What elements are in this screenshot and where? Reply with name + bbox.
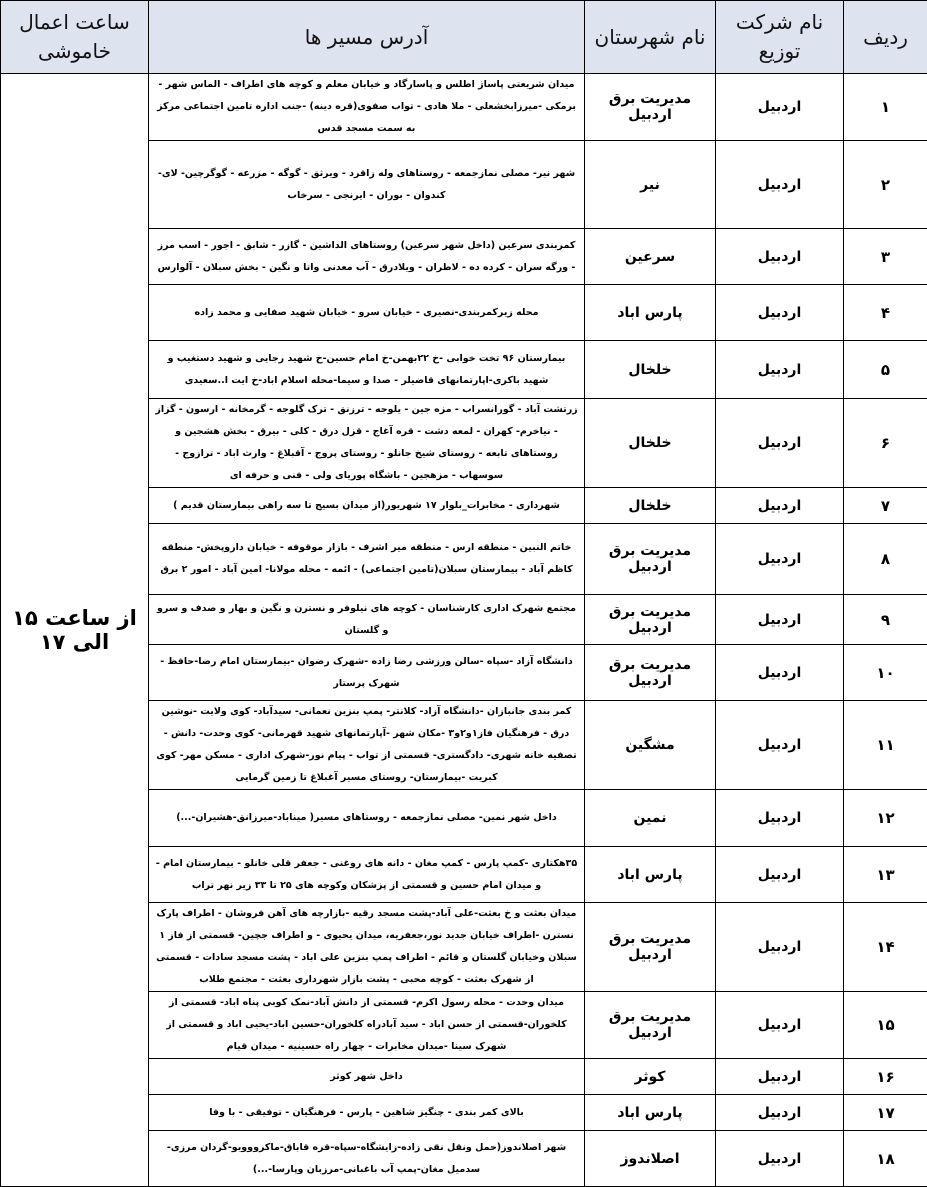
route-address: میدان وحدت - محله رسول اکرم- قسمتی از دانش آباد-نمک کوبی پناه اباد- قسمتی از کلخوران-قسمتی از حسن اباد - سید آبادراه کلخوران-حسین اباد-یحیی اباد و قسمتی از شهرک سینا -میدان مخابرات - چهار راه حسینیه - میدان قیام [149,992,585,1059]
county-name: مدیریت برق اردبیل [585,645,716,701]
county-name: مدیریت برق اردبیل [585,992,716,1059]
route-address: زرتشت آباد - گورانسراب - مزه جین - یلوجه - ترزنق - ترک گلوجه - گرمخانه - ارسون - گزاز - نیاخرم- کهران - لمعه دشت - قره آغاج - قزل درق - کلی - بیرق - بخش هشجین و روستاهای تابعه - روستای شیخ جانلو - روستای پروج - آقبلاغ - وارث اباد - ترازوج - سوسهاب - مزهجین - باشگاه پوریای ولی - فنی و حرفه ای [149,399,585,488]
company-name: اردبیل [716,847,844,903]
county-name: مشگین [585,701,716,790]
header-outage-time-line1: ساعت اعمال [1,8,148,37]
route-address: کمر بندی جانبازان -دانشگاه آزاد- کلانتر- پمپ بنزین نعمانی- سیدآباد- کوی ولایت -نوشین درق - فرهنگیان فاز۱و۲و۳ -مکان شهر -آپارتمانهای شهید قهرمانی- کوی وحدت- دانش - تصفیه خانه شهری- دادگستری- قسمتی از تواب - پیام نور-شهرک اداری - مسکن مهر- کوی کبریت -بیمارستان- روستای مسیر آغبلاغ تا زمین گرمایی [149,701,585,790]
header-row [1,1,927,74]
route-address: شهر نیر- مصلی نمازجمعه - روستاهای وله زاقرد - ویرثق - گوگه - مزرعه - گوگرچین- لای- کندوان - بوران - ایرنجی - سرخاب [149,141,585,229]
route-address: خاتم النبین - منطقه ارس - منطقه میر اشرف - بازار موقوفه - خیابان داروپخش- منطقه کاظم آباد - بیمارستان سبلان(تامین اجتماعی) - ائمه - محله مولانا- امین آباد - امور ۲ برق [149,524,585,595]
row-number: ۱۶ [844,1059,927,1095]
outage-time-cell: از ساعت ۱۵ الی ۱۷ [1,74,149,1187]
row-number: ۱۲ [844,790,927,847]
row-number: ۶ [844,399,927,488]
header-county: نام شهرستان [585,1,716,74]
route-address: محله زیرکمربندی-نصیری - خیابان سرو - خیابان شهید صفایی و محمد زاده [149,285,585,341]
route-address: داخل شهر کوثر [149,1059,585,1095]
route-address: میدان بعثت و خ بعثت-علی آباد-پشت مسجد رقیه -بازارچه های آهن فروشان - اطراف پارک نسترن -اطراف خیابان جدید نور،جعفریه، میدان یحیوی - و اطراف جچین- قسمتی از فاز ۱ سبلان وخیابان گلستان و قائم - اطراف پمپ بنزین علی اباد - پشت مسجد سادات - قسمتی از شهرک بعثت - کوچه محبی - پشت بازار شهرداری بعثت - مجتمع طلاب [149,903,585,992]
route-address: شهر اصلاندوز(حمل ونقل نقی زاده-زایشگاه-سپاه-قره قاباق-ماکرووویو-گردان مرزی-سدمیل مغان-پمپ آب باغبانی-مرزبان وپارسا-...) [149,1131,585,1187]
row-number: ۷ [844,488,927,524]
county-name: مدیریت برق اردبیل [585,903,716,992]
company-name: اردبیل [716,903,844,992]
county-name: مدیریت برق اردبیل [585,595,716,645]
county-name: خلخال [585,341,716,399]
company-name: اردبیل [716,1095,844,1131]
row-number: ۱۱ [844,701,927,790]
company-name: اردبیل [716,141,844,229]
row-number: ۱۴ [844,903,927,992]
company-name: اردبیل [716,524,844,595]
company-name: اردبیل [716,285,844,341]
company-name: اردبیل [716,1131,844,1187]
row-number: ۱۵ [844,992,927,1059]
county-name: مدیریت برق اردبیل [585,524,716,595]
row-number: ۱۷ [844,1095,927,1131]
row-number: ۳ [844,229,927,285]
header-row-no: ردیف [844,1,927,74]
county-name: خلخال [585,488,716,524]
company-name: اردبیل [716,595,844,645]
company-name: اردبیل [716,645,844,701]
header-address: آدرس مسیر ها [149,1,585,74]
county-name: پارس اباد [585,285,716,341]
route-address: کمربندی سرعین (داخل شهر سرعین) روستاهای الداشین - گازر - شابق - اجور - اسب مرز - ورگه سران - کرده ده - لاطران - ویلادرق - آب معدنی واتا و نگین - بخش سبلان - آلوارس [149,229,585,285]
company-name: اردبیل [716,790,844,847]
route-address: داخل شهر نمین- مصلی نمازجمعه - روستاهای مسیر( میناباد-میرزانق-هشیران-...) [149,790,585,847]
row-number: ۱۸ [844,1131,927,1187]
company-name: اردبیل [716,74,844,141]
route-address: میدان شریعتی پاساژ اطلس و پاسارگاد و خیابان معلم و کوچه های اطراف - الماس شهر - برمکی -میرزابخشعلی - ملا هادی - تواب صفوی(قره دینه) -جنب اداره تامین اجتماعی مرکز به سمت مسجد قدس [149,74,585,141]
route-address: مجتمع شهرک اداری کارشناسان - کوچه های نیلوفر و نسترن و نگین و بهار و صدف و سرو و گلستان [149,595,585,645]
route-address: ۳۵هکتاری -کمپ پارس - کمپ مغان - دانه های روغنی - جعفر قلی خانلو - بیمارستان امام - و میدان امام حسین و قسمتی از پزشکان وکوچه های ۲۵ تا ۳۳ زیر نهر تراب [149,847,585,903]
route-address: دانشگاه آزاد -سپاه -سالن ورزشی رضا زاده -شهرک رضوان -بیمارستان امام رضا-حافظ - شهرک پرستار [149,645,585,701]
company-name: اردبیل [716,992,844,1059]
header-outage-time-line2: خاموشی [1,37,148,66]
row-number: ۱۰ [844,645,927,701]
company-name: اردبیل [716,399,844,488]
table-row [1,74,927,141]
row-number: ۱۳ [844,847,927,903]
county-name: نمین [585,790,716,847]
county-name: اصلاندوز [585,1131,716,1187]
county-name: سرعین [585,229,716,285]
company-name: اردبیل [716,229,844,285]
county-name: پارس اباد [585,847,716,903]
county-name: کوثر [585,1059,716,1095]
row-number: ۵ [844,341,927,399]
company-name: اردبیل [716,341,844,399]
county-name: پارس اباد [585,1095,716,1131]
header-company: نام شرکت توزیع [716,1,844,74]
row-number: ۸ [844,524,927,595]
county-name: نیر [585,141,716,229]
route-address: بالای کمر بندی - چنگیز شاهین - پارس - فرهنگیان - توفیقی - با وفا [149,1095,585,1131]
route-address: شهرداری - مخابرات_بلوار ۱۷ شهریور(از میدان بسیج تا سه راهی بیمارستان قدیم ) [149,488,585,524]
header-outage-time [1,1,149,74]
company-name: اردبیل [716,701,844,790]
row-number: ۲ [844,141,927,229]
row-number: ۹ [844,595,927,645]
route-address: بیمارستان ۹۶ تخت خوابی -خ ۲۲بهمن-خ امام حسین-خ شهید رجایی و شهید دستغیب و شهید باکری-اپارتمانهای قاضیلر - صدا و سیما-محله اسلام اباد-خ ایت ا..سعیدی [149,341,585,399]
row-number: ۴ [844,285,927,341]
company-name: اردبیل [716,1059,844,1095]
county-name: مدیریت برق اردبیل [585,74,716,141]
company-name: اردبیل [716,488,844,524]
county-name: خلخال [585,399,716,488]
row-number: ۱ [844,74,927,141]
